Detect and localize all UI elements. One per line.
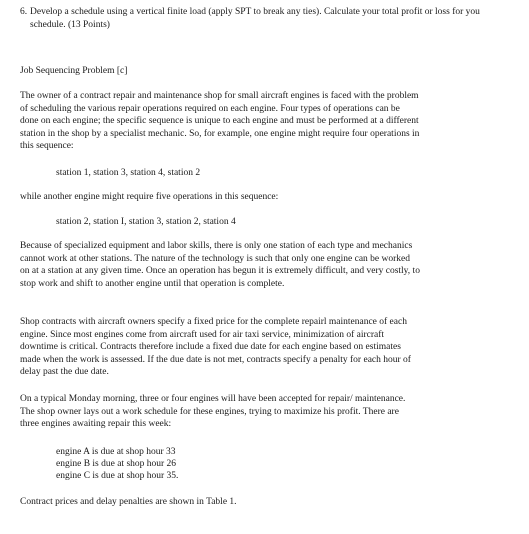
paragraph-monday: On a typical Monday morning, three or four engines will have been accepted for repair/ maintenance. The shop owner lays out a work schedule for these engines, trying to maximize his profit. There are three engines awaiting repair this week: [20, 394, 406, 429]
problem-heading: Job Sequencing Problem [c] [20, 66, 128, 76]
engine-list [56, 446, 178, 482]
list-item-engine-a: engine A is due at shop hour 33 [56, 447, 176, 457]
question-6 [20, 6, 515, 31]
paragraph-closing: Contract prices and delay penalties are shown in Table 1. [20, 497, 237, 507]
paragraph-constraints: Because of specialized equipment and labor skills, there is only one station of each type and mechanics cannot work at other stations. The nature of the technology is such that only one engine can be worked on at a station at any given time. Once an operation has begun it is extremely difficult, and very costly, to stop work and shift to another engine until that operation is complete. [20, 241, 420, 289]
question-text: Develop a schedule using a vertical finite load (apply SPT to break any ties). Calculate your total profit or loss for you schedule. (13 Points) [30, 7, 480, 30]
list-item-engine-b: engine B is due at shop hour 26 [56, 459, 177, 469]
list-item-engine-c: engine C is due at shop hour 35. [56, 471, 179, 481]
sequence-example-2: station 2, station I, station 3, station 2, station 4 [56, 217, 236, 227]
paragraph-second-engine: while another engine might require five operations in this sequence: [20, 192, 279, 202]
sequence-example-1: station 1, station 3, station 4, station 2 [56, 168, 201, 178]
question-number: 6. [20, 7, 28, 17]
paragraph-intro: The owner of a contract repair and maintenance shop for small aircraft engines is faced with the problem of scheduling the various repair operations required on each engine. Four types of operations can be done on each engine; the specific sequence is unique to each engine and must be performed at a different station in the shop by a specialist mechanic. So, for example, one engine might require four operations in this sequence: [20, 91, 420, 151]
paragraph-contracts: Shop contracts with aircraft owners specify a fixed price for the complete repairl maintenance of each engine. Since most engines come from aircraft used for air taxi service, minimization of aircraft downtime is critical. Contracts therefore include a fixed due date for each engine based on estimates made when the work is assessed. If the due date is not met, contracts specify a penalty for each hour of delay past the due date. [20, 317, 411, 377]
